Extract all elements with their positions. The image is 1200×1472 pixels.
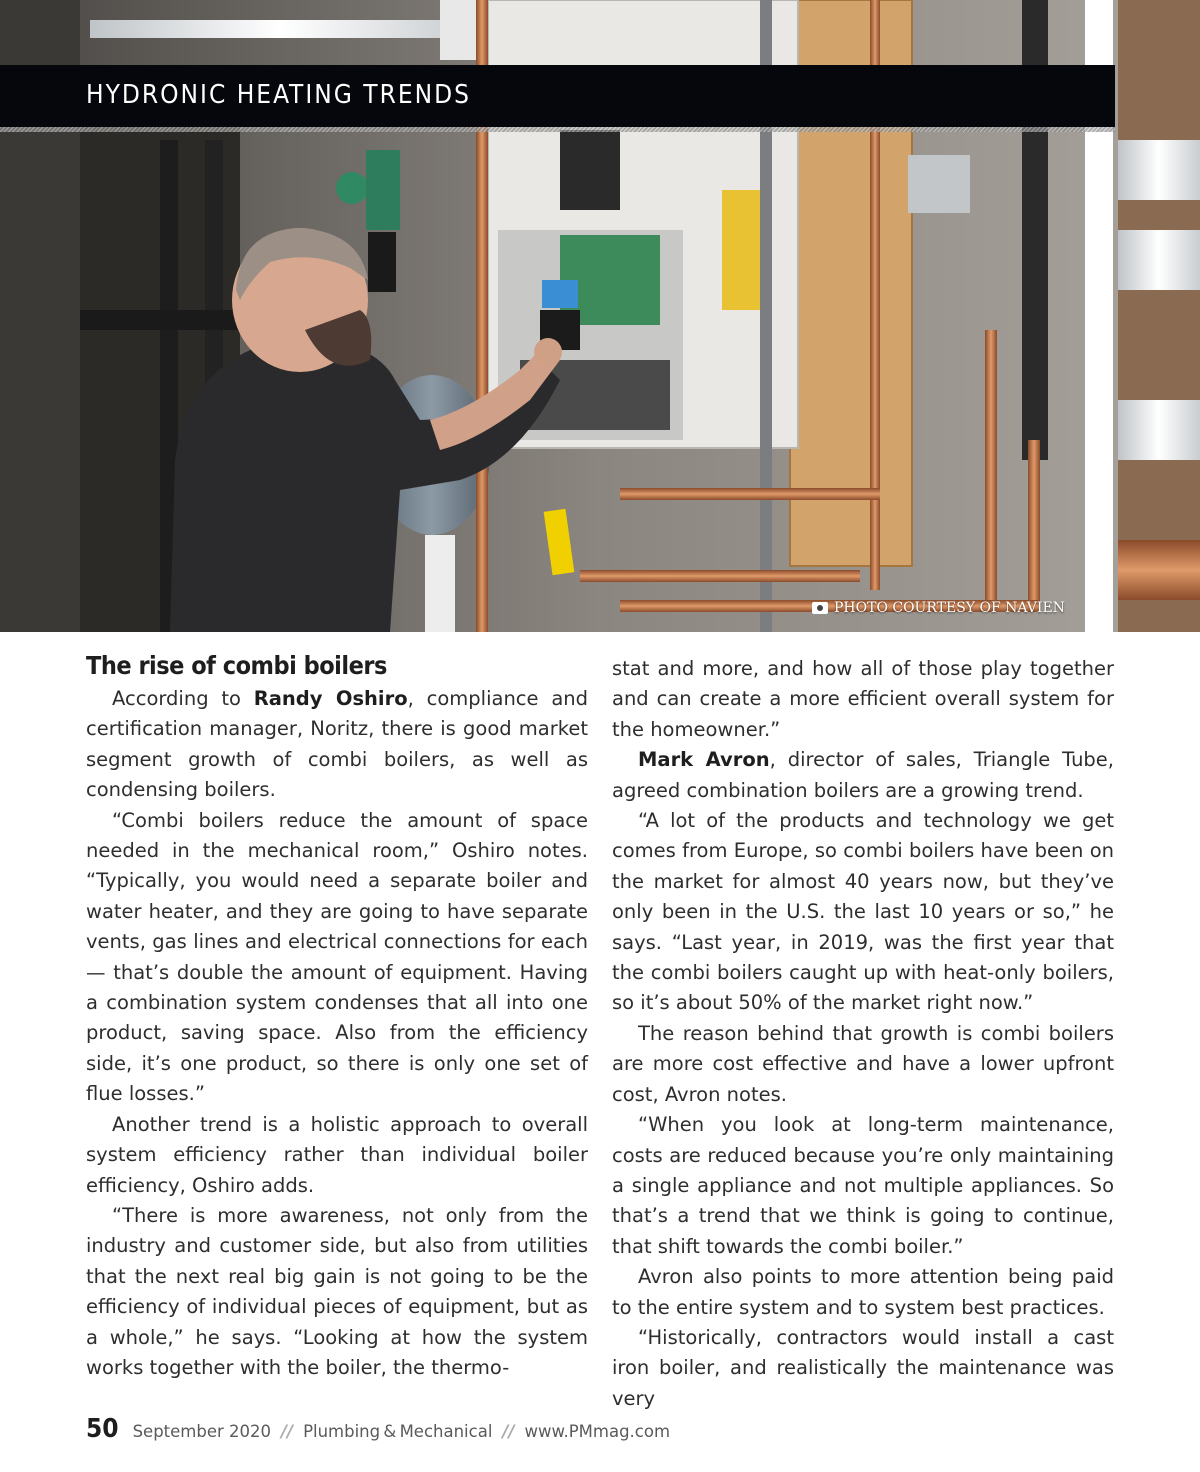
section-title: HYDRONIC HEATING TRENDS (86, 80, 471, 110)
paragraph-text: According to (112, 687, 254, 710)
paragraph: “Historically, contractors would install a cast iron boiler, and realistically the maintenance was very (612, 1325, 1114, 1410)
paragraph: stat and more, and how all of those play together and can create a more efficient overall system for the homeowner.” (612, 657, 1114, 741)
person-name: Randy Oshiro (253, 687, 408, 710)
article-column-right (612, 654, 1114, 1414)
paragraph (86, 684, 588, 806)
page-number: 50 (86, 1414, 119, 1444)
paragraph: “A lot of the products and technology we get comes from Europe, so combi boilers have been on the market for almost 40 years now, but they’ve only been in the U.S. the last 10 years or so,” he says. “Last year, in 2019, was the first year that the combi boilers caught up with heat-only boilers, so it’s about 50% of the market right now.” (612, 809, 1114, 1015)
paragraph: “There is more awareness, not only from the industry and customer side, but also from utilities that the next real big gain is not going to be the efficiency of individual pieces of equipment, but as a whole,” he says. “Looking at how the system works together with the boiler, the thermo- (86, 1203, 588, 1379)
article-subhead: The rise of combi boilers (86, 651, 387, 680)
publication-name: Plumbing & Mechanical (303, 1422, 493, 1441)
photo-credit-text: PHOTO COURTESY OF NAVIEN (834, 600, 1065, 616)
footer-separator: // (502, 1422, 515, 1441)
photo-credit (812, 600, 1065, 616)
issue-date: September 2020 (132, 1422, 271, 1441)
paragraph: The reason behind that growth is combi boilers are more cost effective and have a lower upfront cost, Avron notes. (612, 1021, 1114, 1106)
paragraph: Avron also points to more attention being paid to the entire system and to system best practices. (612, 1265, 1114, 1319)
paragraph: “Combi boilers reduce the amount of space needed in the mechanical room,” Oshiro notes. “Typically, you would need a separate boiler and water heater, and they are going to have separate vents, gas lines and electrical connections for each — that’s double the amount of equipment. Having a combination system condenses that all into one product, saving space. Also from the efficiency side, it’s one product, so there is only one set of flue losses.” (86, 808, 588, 1106)
paragraph-text: , compliance and certification manager, Noritz, there is good market segment growth of combi boilers, as well as condensing boilers. (86, 687, 589, 802)
paragraph-text: , director of sales, Triangle Tube, agreed combination boilers are a growing trend. (612, 748, 1114, 802)
camera-icon (812, 602, 828, 614)
article-column-left (86, 648, 588, 1383)
paragraph: Another trend is a holistic approach to overall system efficiency rather than individual boiler efficiency, Oshiro adds. (86, 1112, 588, 1197)
page-footer (86, 1414, 670, 1450)
hero-photo (0, 0, 1200, 632)
banner-hatch-divider (0, 127, 1115, 132)
footer-separator: // (281, 1422, 294, 1441)
person-name: Mark Avron (638, 748, 770, 772)
paragraph (612, 745, 1114, 806)
paragraph: “When you look at long-term maintenance, costs are reduced because you’re only maintaining a single appliance and not multiple appliances. So that’s a trend that we think is going to continue, that shift towards the combi boiler.” (612, 1113, 1114, 1258)
website-url[interactable]: www.PMmag.com (524, 1422, 671, 1441)
